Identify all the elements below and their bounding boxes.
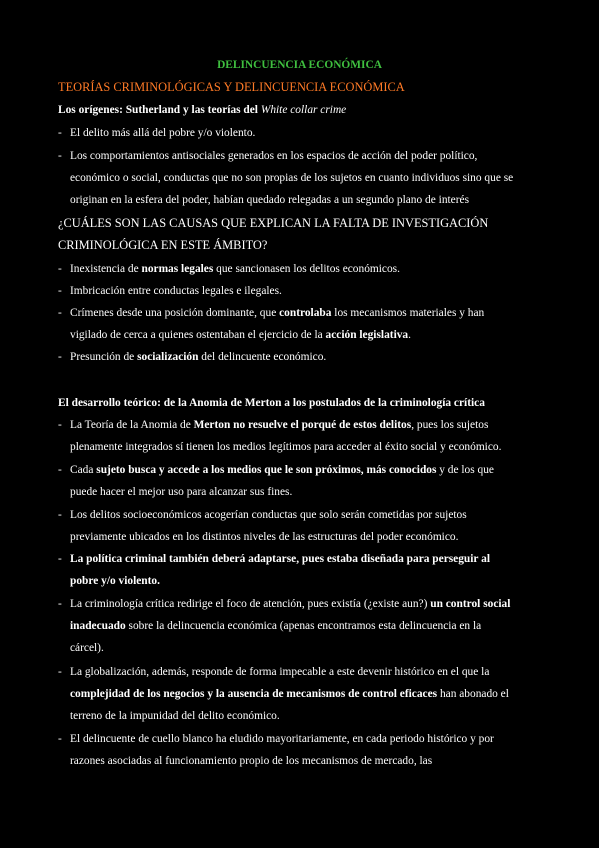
bullet-dash: - [58, 351, 62, 363]
bullet-dash: - [58, 127, 62, 139]
bullet-dash: - [58, 733, 62, 745]
list-item-continuation: originan en la esfera del poder, habían quedado relegadas a un segundo plano de interés [70, 194, 470, 206]
bullet-dash: - [58, 263, 62, 275]
list-item-continuation: vigilado de cerca a quienes ostentaban el ejercicio de la acción legislativa. [70, 329, 411, 341]
list-item: La criminología crítica redirige el foco de atención, pues existía (¿existe aun?) un control social [70, 598, 511, 610]
document-title: DELINCUENCIA ECONÓMICA [217, 59, 382, 71]
list-item: Inexistencia de normas legales que sancionasen los delitos económicos. [70, 263, 400, 275]
list-item-continuation: terreno de la impunidad del delito económico. [70, 710, 280, 722]
list-item-continuation: puede hacer el mejor uso para alcanzar sus fines. [70, 486, 293, 498]
list-item: Crímenes desde una posición dominante, que controlaba los mecanismos materiales y han [70, 307, 485, 319]
bullet-dash: - [58, 285, 62, 297]
bullet-dash: - [58, 464, 62, 476]
list-item: La globalización, además, responde de forma impecable a este devenir histórico en el que la [70, 666, 490, 678]
list-item-continuation: previamente ubicados en los distintos niveles de las estructuras del poder económico. [70, 531, 459, 543]
list-item-continuation: cárcel). [70, 642, 104, 654]
origins-heading: Los orígenes: Sutherland y las teorías del White collar crime [58, 104, 347, 116]
development-heading: El desarrollo teórico: de la Anomia de Merton a los postulados de la criminología crítica [58, 397, 485, 409]
list-item-continuation: razones asociadas al funcionamiento propio de los mecanismos de mercado, las [70, 755, 433, 767]
list-item: Los delitos socioeconómicos acogerían conductas que solo serán cometidas por sujetos [70, 509, 467, 521]
bullet-dash: - [58, 307, 62, 319]
bullet-dash: - [58, 553, 62, 565]
list-item: El delincuente de cuello blanco ha eludido mayoritariamente, en cada periodo histórico y por [70, 733, 494, 745]
list-item: Presunción de socialización del delincuente económico. [70, 351, 327, 363]
bullet-dash: - [58, 419, 62, 431]
list-item: Los comportamientos antisociales generados en los espacios de acción del poder político, [70, 150, 478, 162]
list-item: El delito más allá del pobre y/o violento. [70, 127, 256, 139]
list-item: La Teoría de la Anomia de Merton no resuelve el porqué de estos delitos, pues los sujetos [70, 419, 489, 431]
list-item-continuation: inadecuado sobre la delincuencia económica (apenas encontramos esta delincuencia en la [70, 620, 482, 632]
list-item: Imbricación entre conductas legales e ilegales. [70, 285, 282, 297]
bullet-dash: - [58, 509, 62, 521]
bullet-dash: - [58, 598, 62, 610]
causes-heading-line: ¿CUÁLES SON LAS CAUSAS QUE EXPLICAN LA FALTA DE INVESTIGACIÓN [58, 216, 489, 230]
list-item-continuation: económico o social, conductas que no son propias de los sujetos en cuanto individuos sino que se [70, 172, 514, 184]
list-item-continuation: pobre y/o violento. [70, 575, 160, 587]
list-item-continuation: complejidad de los negocios y la ausencia de mecanismos de control eficaces han abonado el [70, 688, 509, 700]
section-title: TEORÍAS CRIMINOLÓGICAS Y DELINCUENCIA ECONÓMICA [58, 80, 405, 94]
bullet-dash: - [58, 666, 62, 678]
causes-heading-line: CRIMINOLÓGICA EN ESTE ÁMBITO? [58, 238, 268, 252]
bullet-dash: - [58, 150, 62, 162]
list-item: La política criminal también deberá adaptarse, pues estaba diseñada para perseguir al [70, 553, 490, 565]
list-item-continuation: plenamente integrados sí tienen los medios legítimos para acceder al éxito social y económico. [70, 441, 502, 453]
list-item: Cada sujeto busca y accede a los medios que le son próximos, más conocidos y de los que [70, 464, 494, 476]
